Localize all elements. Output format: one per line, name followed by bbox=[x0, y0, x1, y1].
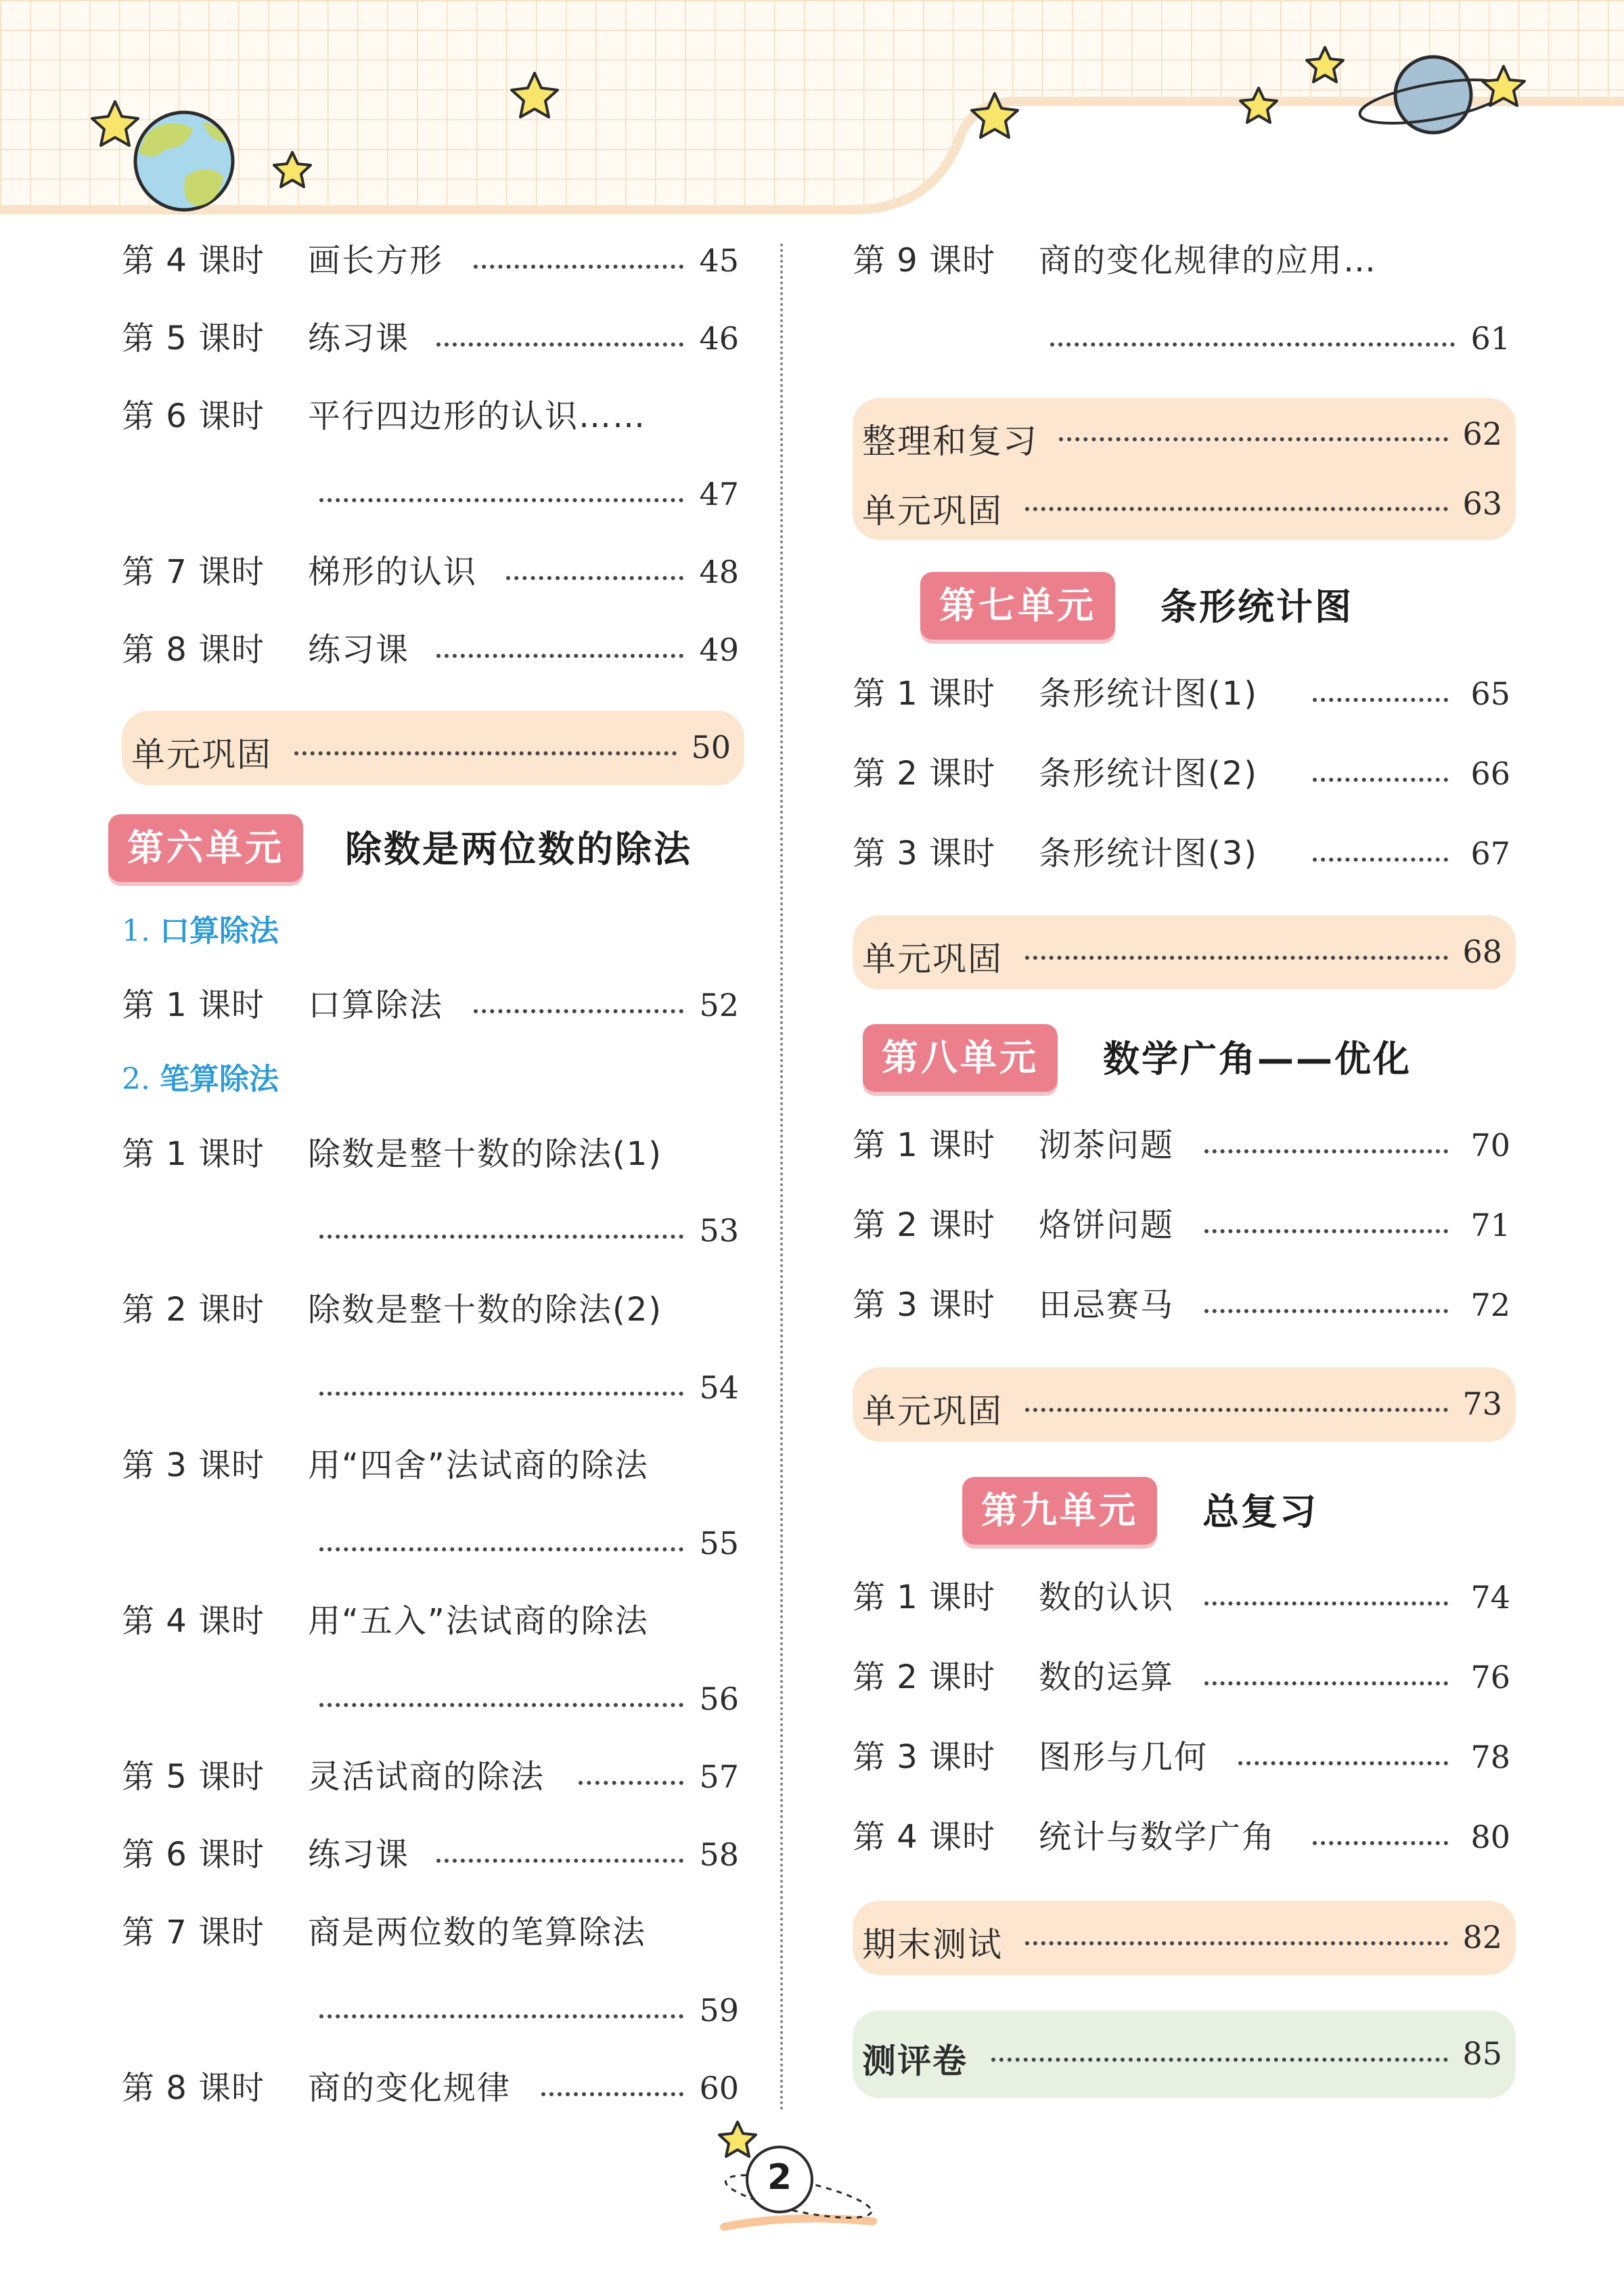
unit-title: 数学广角——优化 bbox=[1103, 1038, 1412, 1080]
unit-title: 除数是两位数的除法 bbox=[345, 828, 692, 870]
lesson-title: 画长方形 bbox=[308, 242, 444, 280]
lesson-title: 练习课 bbox=[308, 631, 410, 669]
page-ref: 70 bbox=[1470, 1127, 1510, 1164]
banner-page: 73 bbox=[1462, 1386, 1502, 1422]
lesson-title: 练习课 bbox=[308, 1836, 410, 1874]
page-ref: 67 bbox=[1470, 835, 1510, 872]
dot-leader bbox=[1050, 342, 1455, 347]
banner-page: 85 bbox=[1462, 2035, 1502, 2072]
unit-badge: 第八单元 bbox=[863, 1024, 1058, 1092]
banner-page: 63 bbox=[1462, 485, 1502, 522]
page-ref: 58 bbox=[699, 1836, 739, 1873]
lesson-number: 第 2 课时 bbox=[853, 755, 996, 793]
banner-label: 单元巩固 bbox=[862, 939, 1003, 979]
section-number: 1. bbox=[122, 914, 150, 948]
review-entry[interactable] bbox=[853, 398, 1516, 469]
unit-nine-header bbox=[839, 1477, 1516, 1545]
dot-leader bbox=[1204, 1601, 1448, 1606]
page-ref: 76 bbox=[1470, 1659, 1510, 1696]
lesson-title: 数的认识 bbox=[1039, 1578, 1175, 1616]
lesson-number: 第 4 课时 bbox=[122, 242, 265, 280]
banner-page: 82 bbox=[1462, 1919, 1502, 1955]
dot-leader bbox=[1238, 1761, 1448, 1765]
lesson-title: 商的变化规律 bbox=[308, 2069, 512, 2107]
lesson-title: 梯形的认识 bbox=[308, 553, 478, 591]
lesson-title: 条形统计图(1) bbox=[1039, 675, 1258, 713]
dot-leader bbox=[319, 2014, 683, 2018]
lesson-title: 田忌赛马 bbox=[1039, 1286, 1175, 1324]
unit-eight-header bbox=[839, 1024, 1516, 1092]
lesson-number: 第 1 课时 bbox=[122, 986, 265, 1024]
lesson-title: 商是两位数的笔算除法 bbox=[308, 1913, 647, 1951]
page-ref: 56 bbox=[699, 1681, 739, 1717]
lesson-title: 条形统计图(2) bbox=[1039, 755, 1258, 793]
lesson-title: 除数是整十数的除法(1) bbox=[308, 1135, 662, 1173]
lesson-number: 第 4 课时 bbox=[853, 1818, 996, 1856]
lesson-title: 数的运算 bbox=[1039, 1658, 1175, 1696]
grid-background-illustration bbox=[0, 0, 1624, 223]
lesson-title: 用“五入”法试商的除法 bbox=[308, 1602, 649, 1640]
unit-review-banner[interactable] bbox=[853, 915, 1516, 990]
unit-six-header bbox=[108, 814, 744, 882]
lesson-number: 第 3 课时 bbox=[853, 835, 996, 872]
dot-leader bbox=[991, 2058, 1448, 2062]
page-ref: 72 bbox=[1470, 1287, 1510, 1323]
lesson-title: 灵活试商的除法 bbox=[308, 1758, 545, 1796]
lesson-number: 第 5 课时 bbox=[122, 1758, 265, 1796]
lesson-number: 第 1 课时 bbox=[853, 675, 996, 713]
page-ref: 52 bbox=[699, 987, 739, 1023]
review-entry[interactable] bbox=[853, 469, 1516, 540]
dot-leader bbox=[1204, 1229, 1448, 1233]
dot-leader bbox=[541, 2092, 683, 2096]
page-ref: 74 bbox=[1470, 1579, 1510, 1616]
dot-leader bbox=[319, 1235, 683, 1239]
page-ref: 61 bbox=[1470, 320, 1510, 357]
lesson-number: 第 7 课时 bbox=[122, 1913, 265, 1951]
header-decoration bbox=[0, 0, 1624, 223]
page-ref: 45 bbox=[699, 242, 739, 279]
dot-leader bbox=[1204, 1149, 1448, 1153]
final-test-banner[interactable] bbox=[853, 1901, 1516, 1975]
lesson-number: 第 5 课时 bbox=[122, 319, 265, 357]
banner-label: 期末测试 bbox=[862, 1925, 1003, 1964]
banner-page: 68 bbox=[1462, 933, 1502, 970]
page-ref: 59 bbox=[699, 1992, 739, 2029]
dot-leader bbox=[1313, 1841, 1448, 1845]
banner-label: 测评卷 bbox=[862, 2041, 968, 2081]
page-ref: 71 bbox=[1470, 1207, 1510, 1243]
banner-label: 单元巩固 bbox=[131, 735, 272, 774]
lesson-number: 第 3 课时 bbox=[853, 1286, 996, 1324]
page-ref: 47 bbox=[699, 476, 739, 512]
section-number: 2. bbox=[122, 1062, 150, 1097]
lesson-number: 第 8 课时 bbox=[122, 2069, 265, 2107]
lesson-title: 平行四边形的认识…… bbox=[308, 397, 647, 435]
page-ref: 66 bbox=[1470, 755, 1510, 792]
unit-badge: 第七单元 bbox=[920, 572, 1115, 640]
banner-label: 单元巩固 bbox=[862, 491, 1003, 531]
lesson-number: 第 6 课时 bbox=[122, 397, 265, 435]
dot-leader bbox=[506, 576, 683, 580]
page-ref: 80 bbox=[1470, 1819, 1510, 1855]
lesson-number: 第 1 课时 bbox=[853, 1578, 996, 1616]
lesson-title: 沏茶问题 bbox=[1039, 1126, 1175, 1164]
lesson-number: 第 6 课时 bbox=[122, 1836, 265, 1874]
dot-leader bbox=[474, 1009, 683, 1013]
dot-leader bbox=[294, 751, 677, 755]
dot-leader bbox=[1025, 507, 1448, 511]
dot-leader bbox=[1025, 1941, 1448, 1945]
dot-leader bbox=[1204, 1309, 1448, 1313]
page-ref: 54 bbox=[699, 1369, 739, 1406]
lesson-number: 第 2 课时 bbox=[122, 1291, 265, 1329]
lesson-title: 统计与数学广角 bbox=[1039, 1818, 1276, 1856]
page-ref: 53 bbox=[699, 1212, 739, 1249]
page-number: 2 bbox=[767, 2157, 792, 2198]
lesson-title: 商的变化规律的应用… bbox=[1039, 242, 1378, 280]
page-ref: 46 bbox=[699, 320, 739, 357]
dot-leader bbox=[1025, 1408, 1448, 1412]
page-ref: 49 bbox=[699, 632, 739, 668]
dot-leader bbox=[1313, 698, 1448, 702]
page-ref: 78 bbox=[1470, 1739, 1510, 1775]
unit-title: 总复习 bbox=[1202, 1490, 1318, 1533]
dot-leader bbox=[319, 1392, 683, 1396]
lesson-number: 第 3 课时 bbox=[853, 1738, 996, 1776]
lesson-title: 图形与几何 bbox=[1039, 1738, 1209, 1776]
banner-label: 整理和复习 bbox=[862, 422, 1038, 461]
dot-leader bbox=[1313, 778, 1448, 782]
banner-page: 50 bbox=[691, 729, 731, 766]
test-papers-banner[interactable] bbox=[853, 2010, 1516, 2098]
lesson-number: 第 2 课时 bbox=[853, 1658, 996, 1696]
dot-leader bbox=[319, 498, 683, 502]
dot-leader bbox=[579, 1781, 683, 1785]
section-heading bbox=[122, 1059, 279, 1100]
lesson-title: 用“四舍”法试商的除法 bbox=[308, 1446, 649, 1484]
page-ref: 65 bbox=[1470, 676, 1510, 712]
page-ref: 55 bbox=[699, 1525, 739, 1562]
section-label: 笔算除法 bbox=[159, 1062, 279, 1097]
unit-badge: 第九单元 bbox=[962, 1477, 1157, 1545]
unit-review-banner[interactable] bbox=[853, 1367, 1516, 1442]
review-banner-group bbox=[853, 398, 1516, 540]
dot-leader bbox=[319, 1547, 683, 1551]
lesson-number: 第 4 课时 bbox=[122, 1602, 265, 1640]
lesson-number: 第 1 课时 bbox=[122, 1135, 265, 1173]
lesson-title: 练习课 bbox=[308, 319, 410, 357]
dot-leader bbox=[474, 265, 683, 269]
banner-page: 62 bbox=[1462, 416, 1502, 452]
dot-leader bbox=[1059, 437, 1448, 441]
lesson-number: 第 7 课时 bbox=[122, 553, 265, 591]
unit-title: 条形统计图 bbox=[1160, 585, 1353, 628]
earth-icon bbox=[135, 112, 233, 210]
dot-leader bbox=[1313, 858, 1448, 862]
lesson-title: 口算除法 bbox=[308, 986, 444, 1024]
dot-leader bbox=[1204, 1681, 1448, 1685]
column-divider bbox=[780, 244, 783, 2112]
lesson-title: 烙饼问题 bbox=[1039, 1206, 1175, 1244]
lesson-number: 第 2 课时 bbox=[853, 1206, 996, 1244]
dot-leader bbox=[319, 1703, 683, 1707]
page-ref: 60 bbox=[699, 2070, 739, 2106]
lesson-title: 条形统计图(3) bbox=[1039, 835, 1258, 872]
lesson-number: 第 1 课时 bbox=[853, 1126, 996, 1164]
lesson-number: 第 9 课时 bbox=[853, 242, 996, 280]
lesson-number: 第 3 课时 bbox=[122, 1446, 265, 1484]
dot-leader bbox=[436, 654, 683, 658]
dot-leader bbox=[436, 1859, 683, 1863]
section-heading bbox=[122, 911, 279, 952]
unit-badge: 第六单元 bbox=[108, 814, 303, 882]
unit-review-banner[interactable] bbox=[122, 711, 744, 785]
dot-leader bbox=[1025, 956, 1448, 960]
dot-leader bbox=[436, 342, 683, 347]
page-ref: 57 bbox=[699, 1758, 739, 1795]
banner-label: 单元巩固 bbox=[862, 1392, 1003, 1431]
lesson-number: 第 8 课时 bbox=[122, 631, 265, 669]
lesson-title: 除数是整十数的除法(2) bbox=[308, 1291, 662, 1329]
section-label: 口算除法 bbox=[159, 914, 279, 948]
page-ref: 48 bbox=[699, 554, 739, 590]
unit-seven-header bbox=[839, 572, 1516, 640]
